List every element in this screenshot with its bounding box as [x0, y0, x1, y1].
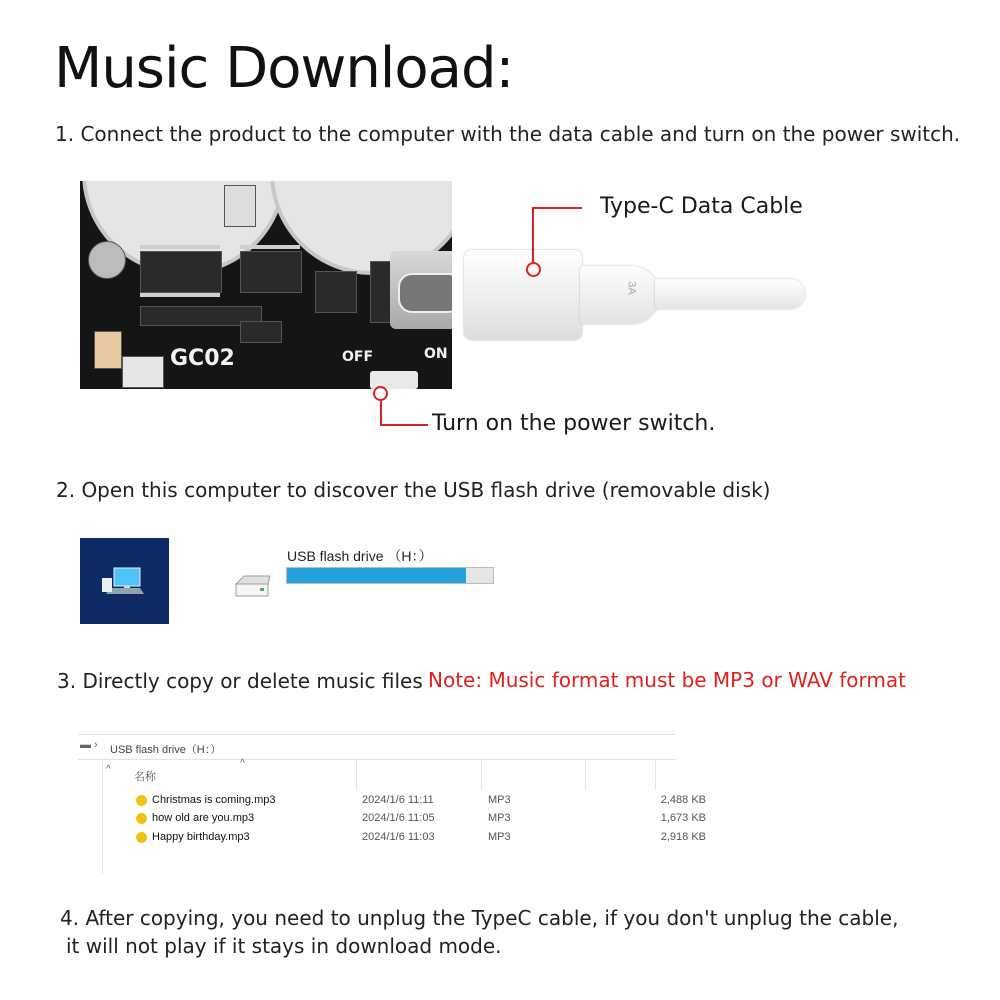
file-size: 1,673 KB	[660, 812, 706, 824]
file-name: Christmas is coming.mp3	[152, 794, 276, 806]
cable	[655, 279, 805, 309]
collapse-caret-icon[interactable]: ^	[106, 764, 111, 775]
drive-usage-fill	[287, 568, 466, 583]
board-model-label: GC02	[170, 346, 235, 371]
drive-label: USB flash drive （H：）	[287, 548, 433, 564]
chip-6	[240, 321, 282, 343]
column-header-name[interactable]: 名称	[134, 771, 156, 783]
nav-pane-divider	[102, 758, 103, 874]
pin-row-2	[140, 293, 220, 297]
music-file-icon	[136, 813, 147, 824]
chip-1	[140, 251, 222, 293]
column-divider	[655, 760, 656, 790]
usb-drive-icon	[232, 574, 272, 600]
computer-icon	[80, 538, 169, 624]
file-date: 2024/1/6 11:05	[362, 812, 435, 824]
pin-row-1	[140, 245, 220, 249]
chip-3	[315, 271, 357, 313]
callout-dot-switch	[373, 386, 388, 401]
drive-usage-bar	[286, 567, 494, 584]
cable-mark: 3A	[625, 281, 638, 295]
step-4-line-1: 4. After copying, you need to unplug the TypeC cable, if you don't unplug the cable,	[60, 906, 899, 930]
breadcrumb[interactable]: USB flash drive（H：）	[110, 744, 222, 756]
connector	[224, 185, 256, 227]
explorer-address-bar[interactable]	[78, 734, 676, 760]
this-pc-icon	[80, 538, 169, 624]
drive-nav-icon: ▬ ›	[80, 739, 98, 751]
callout-line-switch-h	[380, 424, 428, 426]
column-divider	[585, 760, 586, 790]
callout-line-cable-v	[532, 207, 534, 263]
potentiometer	[88, 241, 126, 279]
callout-line-cable-h	[532, 207, 582, 209]
file-name: Happy birthday.mp3	[152, 831, 250, 843]
music-file-icon	[136, 795, 147, 806]
on-label: ON	[424, 346, 448, 362]
usb-c-port	[398, 273, 452, 313]
page-title: Music Download:	[54, 36, 514, 101]
callout-cable-text: Type-C Data Cable	[600, 194, 803, 219]
file-type: MP3	[488, 831, 511, 843]
jst-connector	[122, 356, 164, 388]
callout-dot-cable	[526, 262, 541, 277]
file-date: 2024/1/6 11:11	[362, 794, 434, 806]
off-label: OFF	[342, 349, 374, 365]
column-divider	[481, 760, 482, 790]
file-name: how old are you.mp3	[152, 812, 255, 824]
sort-caret-icon[interactable]: ^	[240, 758, 245, 769]
column-divider	[356, 760, 357, 790]
file-date: 2024/1/6 11:03	[362, 831, 435, 843]
format-note: Note: Music format must be MP3 or WAV format	[428, 668, 906, 692]
cable-strain-relief	[580, 266, 660, 324]
file-type: MP3	[488, 794, 511, 806]
step-2-text: 2. Open this computer to discover the USB flash drive (removable disk)	[56, 478, 771, 502]
chip-2	[240, 251, 302, 293]
file-type: MP3	[488, 812, 511, 824]
step-3-text: 3. Directly copy or delete music files	[57, 669, 423, 693]
callout-switch-text: Turn on the power switch.	[432, 411, 716, 436]
file-explorer	[78, 734, 706, 874]
circuit-board-image	[80, 181, 452, 389]
file-size: 2,918 KB	[660, 831, 706, 843]
callout-line-switch-v	[380, 400, 382, 425]
file-size: 2,488 KB	[660, 794, 706, 806]
component	[94, 331, 122, 369]
music-file-icon	[136, 832, 147, 843]
step-1-text: 1. Connect the product to the computer with the data cable and turn on the power switch.	[55, 122, 961, 146]
step-4-line-2: it will not play if it stays in download mode.	[66, 934, 502, 958]
pin-row-3	[240, 245, 300, 249]
type-c-plug	[464, 250, 582, 340]
